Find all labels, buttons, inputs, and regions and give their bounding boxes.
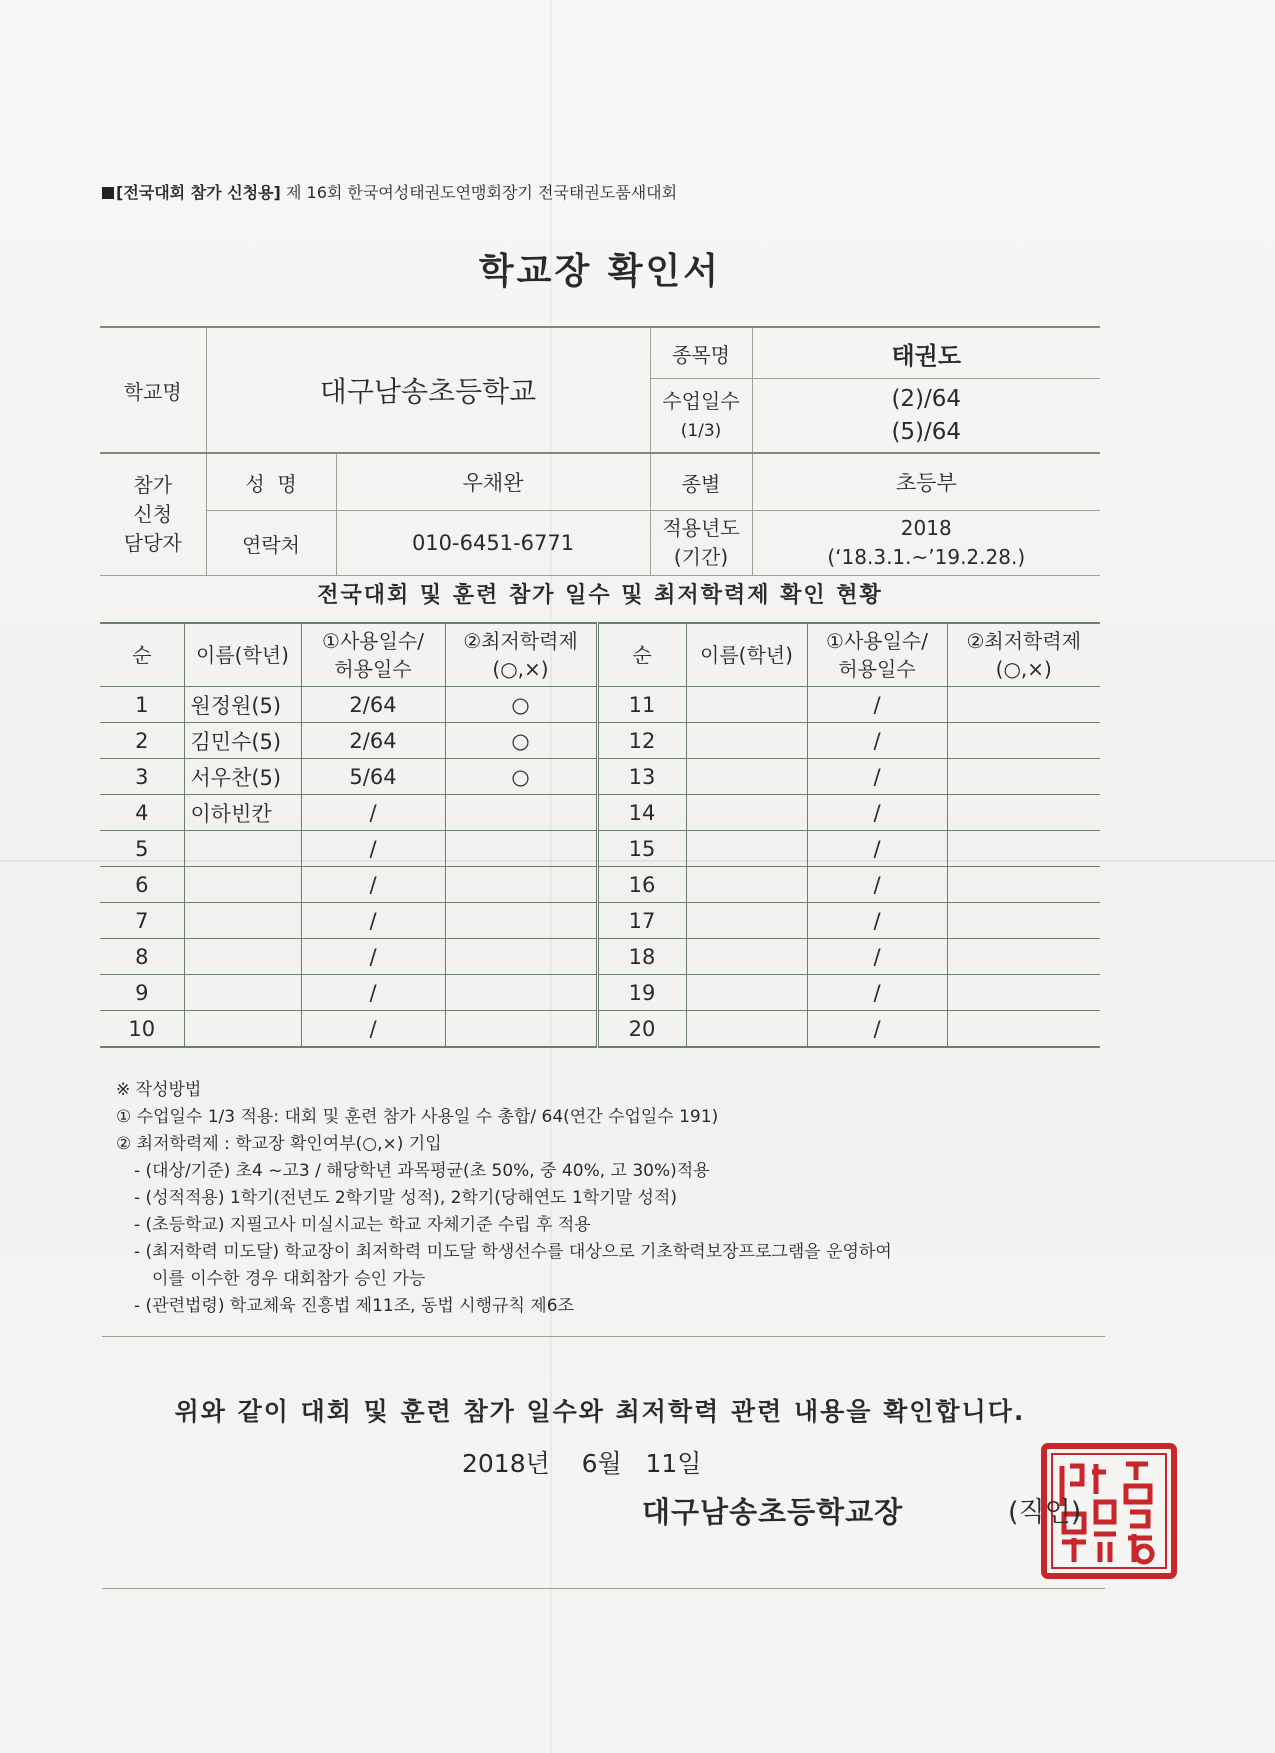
row-name	[184, 831, 301, 867]
school-label: 학교명	[100, 327, 206, 453]
row-num: 20	[597, 1011, 686, 1048]
row-name	[686, 795, 807, 831]
col-name-left: 이름(학년)	[184, 623, 301, 687]
row-name	[686, 867, 807, 903]
row-num: 13	[597, 759, 686, 795]
class-days-label	[650, 379, 752, 453]
row-days: /	[301, 903, 445, 939]
roster-section-title: 전국대회 및 훈련 참가 일수 및 최저학력제 확인 현황	[317, 583, 883, 608]
instruction-line: - (관련법령) 학교체육 진흥법 제11조, 동법 시행규칙 제6조	[134, 1296, 574, 1316]
row-days: /	[807, 759, 947, 795]
form-header	[102, 180, 677, 203]
sport-value: 태권도	[752, 327, 1100, 379]
date-year: 2018년	[462, 1449, 550, 1478]
contact-name-value: 우채완	[336, 453, 650, 511]
row-name	[184, 867, 301, 903]
row-num: 2	[100, 723, 184, 759]
year-value-text: 2018	[900, 516, 952, 540]
col-min-right	[947, 623, 1100, 687]
class-days-value-2: (5)/64	[891, 418, 962, 445]
period-value: (‘18.3.1.~’19.2.28.)	[827, 545, 1026, 569]
row-min-achievement: ○	[445, 759, 597, 795]
table-row	[100, 939, 1100, 975]
row-name	[686, 687, 807, 723]
form-usage-label: [전국대회 참가 신청용]	[116, 183, 281, 202]
col-name-right: 이름(학년)	[686, 623, 807, 687]
row-days: /	[301, 831, 445, 867]
col-num-right: 순	[597, 623, 686, 687]
row-days: /	[807, 975, 947, 1011]
division-value: 초등부	[752, 453, 1100, 511]
row-name: 원정원(5)	[184, 687, 301, 723]
document-title: 학교장 확인서	[478, 251, 722, 292]
row-name: 서우찬(5)	[184, 759, 301, 795]
table-row	[100, 723, 1100, 759]
row-min-achievement	[947, 687, 1100, 723]
row-name	[686, 759, 807, 795]
row-name	[686, 939, 807, 975]
seal-label: (직인)	[1008, 1497, 1082, 1528]
row-name	[686, 975, 807, 1011]
row-min-achievement	[445, 1011, 597, 1048]
instruction-line: - (최저학력 미도달) 학교장이 최저학력 미도달 학생선수를 대상으로 기초학력보장프로그램을 운영하여	[134, 1242, 892, 1262]
row-min-achievement	[445, 903, 597, 939]
table-row	[100, 759, 1100, 795]
col-min-left	[445, 623, 597, 687]
row-min-achievement	[445, 831, 597, 867]
row-min-achievement	[947, 723, 1100, 759]
instruction-line: - (성적적용) 1학기(전년도 2학기말 성적), 2학기(당해연도 1학기말 성적)	[134, 1188, 677, 1208]
row-num: 19	[597, 975, 686, 1011]
class-days-value-1: (2)/64	[891, 385, 962, 412]
row-num: 11	[597, 687, 686, 723]
instruction-line: - (초등학교) 지필고사 미실시교는 학교 자체기준 수립 후 적용	[134, 1215, 591, 1235]
col-min-line-1: ②최저학력제	[966, 629, 1082, 653]
confirmation-statement: 위와 같이 대회 및 훈련 참가 일수와 최저학력 관련 내용을 확인합니다.	[174, 1397, 1026, 1426]
row-name	[184, 903, 301, 939]
row-name: 이하빈칸	[184, 795, 301, 831]
row-min-achievement	[947, 795, 1100, 831]
instructions-heading: ※ 작성방법	[116, 1080, 202, 1100]
class-days-value	[752, 379, 1100, 453]
row-days: /	[301, 939, 445, 975]
contact-name-label: 성 명	[206, 453, 336, 511]
row-num: 10	[100, 1011, 184, 1048]
row-days: /	[301, 867, 445, 903]
col-days-line-1: ①사용일수/	[826, 629, 928, 653]
col-days-line-2: 허용일수	[838, 657, 916, 681]
row-min-achievement: ○	[445, 723, 597, 759]
row-days: /	[807, 1011, 947, 1048]
row-name	[686, 723, 807, 759]
school-name: 대구남송초등학교	[206, 327, 650, 453]
row-name	[184, 975, 301, 1011]
date-day: 11일	[645, 1449, 702, 1478]
col-days-left	[301, 623, 445, 687]
row-min-achievement	[947, 939, 1100, 975]
row-num: 7	[100, 903, 184, 939]
issue-date	[462, 1444, 701, 1480]
row-name	[686, 1011, 807, 1048]
row-num: 6	[100, 867, 184, 903]
roster-header-row	[100, 623, 1100, 687]
applicant-label-1: 참가	[133, 473, 173, 497]
row-num: 17	[597, 903, 686, 939]
event-name: 제 16회 한국여성태권도연맹회장기 전국태권도품새대회	[285, 183, 678, 202]
row-min-achievement	[947, 759, 1100, 795]
row-num: 18	[597, 939, 686, 975]
row-num: 15	[597, 831, 686, 867]
instruction-line: ① 수업일수 1/3 적용: 대회 및 훈련 참가 사용일 수 총합/ 64(연간 수업일수 191)	[116, 1107, 719, 1127]
col-days-right	[807, 623, 947, 687]
instruction-line: ② 최저학력제 : 학교장 확인여부(○,×) 기입	[116, 1134, 442, 1154]
square-bullet-icon	[102, 187, 114, 199]
row-num: 9	[100, 975, 184, 1011]
year-value	[752, 511, 1100, 576]
row-num: 14	[597, 795, 686, 831]
row-name	[184, 939, 301, 975]
row-min-achievement	[445, 795, 597, 831]
col-min-line-1: ②최저학력제	[463, 629, 578, 653]
row-days: 2/64	[301, 723, 445, 759]
phone-value: 010-6451-6771	[336, 511, 650, 576]
instructions	[116, 1077, 1106, 1320]
row-name: 김민수(5)	[184, 723, 301, 759]
row-min-achievement	[445, 939, 597, 975]
row-num: 1	[100, 687, 184, 723]
table-row	[100, 687, 1100, 723]
row-min-achievement: ○	[445, 687, 597, 723]
row-min-achievement	[947, 903, 1100, 939]
applicant-label	[100, 453, 206, 576]
instruction-line: - (대상/기준) 초4 ~고3 / 해당학년 과목평균(초 50%, 중 40%, 고 30%)적용	[134, 1161, 710, 1181]
row-min-achievement	[445, 975, 597, 1011]
row-name	[184, 1011, 301, 1048]
row-days: /	[807, 795, 947, 831]
applicant-label-3: 담당자	[123, 531, 182, 555]
row-min-achievement	[947, 867, 1100, 903]
table-row	[100, 831, 1100, 867]
phone-label: 연락처	[206, 511, 336, 576]
table-row	[100, 1011, 1100, 1048]
roster-table	[100, 622, 1100, 1048]
class-days-label-text: 수업일수	[662, 388, 740, 413]
row-days: /	[301, 1011, 445, 1048]
col-days-line-2: 허용일수	[334, 657, 412, 681]
col-days-line-1: ①사용일수/	[322, 629, 424, 653]
row-days: /	[301, 975, 445, 1011]
bottom-rule	[102, 1588, 1105, 1589]
instruction-line: 이를 이수한 경우 대회참가 승인 가능	[152, 1269, 426, 1289]
row-num: 16	[597, 867, 686, 903]
row-min-achievement	[947, 975, 1100, 1011]
date-month: 6월	[581, 1449, 622, 1478]
school-info-table	[100, 326, 1100, 576]
row-days: 5/64	[301, 759, 445, 795]
row-days: /	[807, 939, 947, 975]
row-num: 4	[100, 795, 184, 831]
row-days: /	[807, 723, 947, 759]
row-min-achievement	[445, 867, 597, 903]
row-num: 3	[100, 759, 184, 795]
col-min-line-2: (○,×)	[995, 657, 1052, 681]
row-min-achievement	[947, 1011, 1100, 1048]
row-num: 8	[100, 939, 184, 975]
row-name	[686, 903, 807, 939]
year-label-1: 적용년도	[662, 516, 740, 540]
row-min-achievement	[947, 831, 1100, 867]
class-days-fraction: (1/3)	[680, 420, 722, 441]
row-days: /	[807, 867, 947, 903]
applicant-label-2: 신청	[133, 502, 173, 526]
table-row	[100, 867, 1100, 903]
col-min-line-2: (○,×)	[492, 657, 549, 681]
row-days: /	[807, 687, 947, 723]
row-name	[686, 831, 807, 867]
year-label-2: (기간)	[673, 545, 729, 569]
row-days: /	[807, 903, 947, 939]
year-label	[650, 511, 752, 576]
principal-signature: 대구남송초등학교장	[642, 1495, 904, 1529]
table-row	[100, 903, 1100, 939]
division-label: 종별	[650, 453, 752, 511]
row-num: 5	[100, 831, 184, 867]
row-num: 12	[597, 723, 686, 759]
table-row	[100, 795, 1100, 831]
row-days: /	[301, 795, 445, 831]
row-days: /	[807, 831, 947, 867]
row-days: 2/64	[301, 687, 445, 723]
table-row	[100, 975, 1100, 1011]
col-num-left: 순	[100, 623, 184, 687]
sport-label: 종목명	[650, 327, 752, 379]
divider	[102, 1336, 1105, 1337]
